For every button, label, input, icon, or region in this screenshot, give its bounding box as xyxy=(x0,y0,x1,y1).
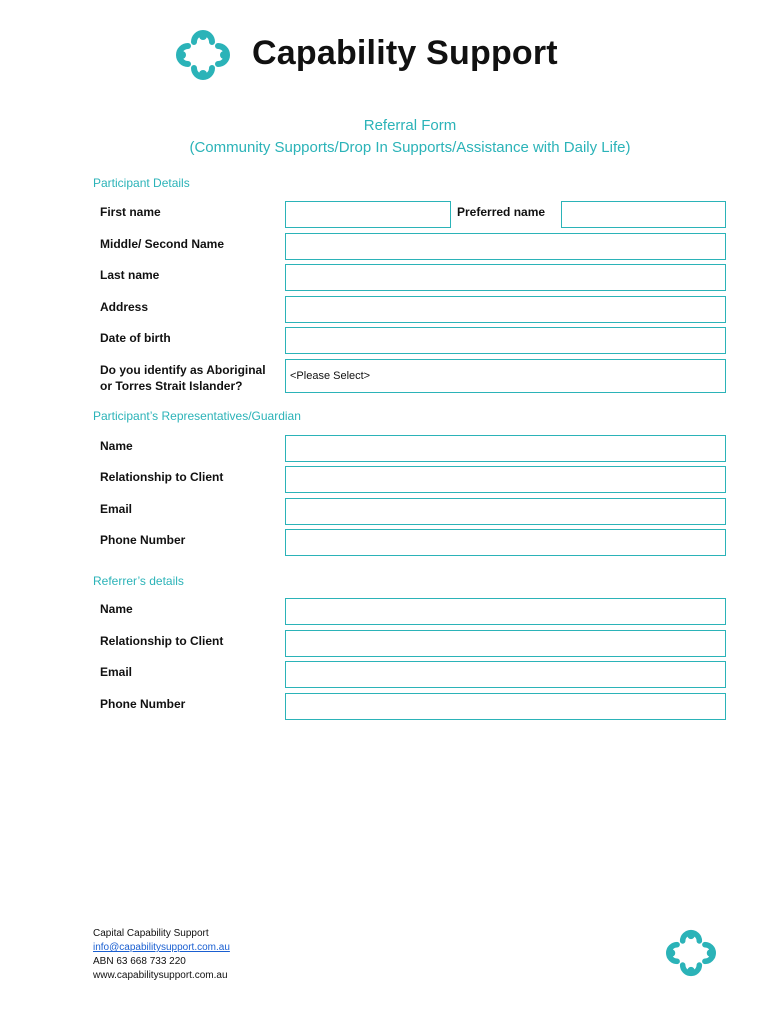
address-field[interactable] xyxy=(285,296,726,323)
first-name-label: First name xyxy=(100,205,161,219)
section-heading-referrer: Referrer’s details xyxy=(93,574,184,588)
last-name-field[interactable] xyxy=(285,264,726,291)
dob-field[interactable] xyxy=(285,327,726,354)
footer-abn: ABN 63 668 733 220 xyxy=(93,956,186,967)
referrer-relationship-field[interactable] xyxy=(285,630,726,657)
referrer-phone-field[interactable] xyxy=(285,693,726,720)
form-title: Referral Form xyxy=(363,117,457,134)
last-name-label: Last name xyxy=(100,268,160,282)
middle-name-label: Middle/ Second Name xyxy=(100,237,225,251)
preferred-name-label: Preferred name xyxy=(457,205,546,219)
brand-name: Capability Support xyxy=(252,34,558,72)
section-heading-participant: Participant Details xyxy=(93,176,190,190)
dob-label: Date of birth xyxy=(100,331,171,345)
aboriginal-label-line2: or Torres Strait Islander? xyxy=(100,379,243,393)
guardian-relationship-field[interactable] xyxy=(285,466,726,493)
first-name-field[interactable] xyxy=(285,201,451,228)
referrer-email-field[interactable] xyxy=(285,661,726,688)
form-subtitle: (Community Supports/Drop In Supports/Assistance with Daily Life) xyxy=(189,139,631,156)
preferred-name-field[interactable] xyxy=(561,201,726,228)
footer-website: www.capabilitysupport.com.au xyxy=(93,970,228,981)
capability-support-logo-icon xyxy=(176,30,230,80)
referrer-name-label: Name xyxy=(100,602,133,616)
guardian-email-field[interactable] xyxy=(285,498,726,525)
middle-name-field[interactable] xyxy=(285,233,726,260)
guardian-name-field[interactable] xyxy=(285,435,726,462)
footer-org: Capital Capability Support xyxy=(93,928,209,939)
section-heading-guardian: Participant’s Representatives/Guardian xyxy=(93,409,301,423)
guardian-phone-field[interactable] xyxy=(285,529,726,556)
referrer-phone-label: Phone Number xyxy=(100,697,186,711)
guardian-phone-label: Phone Number xyxy=(100,533,186,547)
referrer-name-field[interactable] xyxy=(285,598,726,625)
footer-email-link[interactable]: info@capabilitysupport.com.au xyxy=(93,942,230,953)
capability-support-logo-icon xyxy=(666,929,716,977)
footer-logo xyxy=(666,929,716,982)
referrer-email-label: Email xyxy=(100,665,133,679)
address-label: Address xyxy=(100,300,149,314)
aboriginal-label-line1: Do you identify as Aboriginal xyxy=(100,363,266,377)
guardian-name-label: Name xyxy=(100,439,133,453)
aboriginal-select[interactable]: <Please Select> xyxy=(285,359,726,393)
guardian-email-label: Email xyxy=(100,502,133,516)
brand-logo xyxy=(176,30,230,80)
referrer-relationship-label: Relationship to Client xyxy=(100,634,224,648)
guardian-relationship-label: Relationship to Client xyxy=(100,470,224,484)
